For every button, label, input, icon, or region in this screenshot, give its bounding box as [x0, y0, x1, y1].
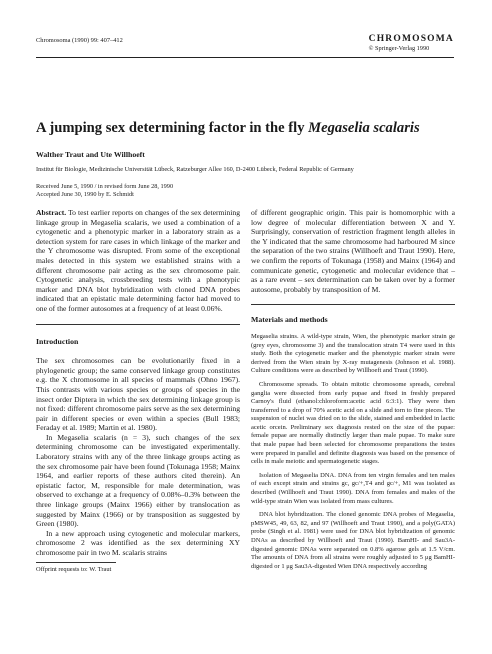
- authors: Walther Traut and Ute Willhoeft: [36, 150, 145, 159]
- accepted-date: Accepted June 30, 1990 by E. Schmidt: [36, 191, 134, 199]
- methods-spreads: Chromosome spreads. To obtain mitotic chromosome spreads, cerebral ganglia were dissected from early pupae and fixed in freshly prepared Carnoy's fluid (ethanol:chloroform:acetic acid 6:3:1). They were then transferred to a drop of 70% acetic acid on a slide and torn to fine pieces. The suspension of nuclei was dried on to the slide, stained and embedded in lactic acetic orcein. Preliminary sex diagnosis rested on the size of the pupae: female pupae are normally distinctly larger than male pupae. To make sure that male pupae had been selected for chromosome preparations the testes were prepared in parallel and definite diagnosis was based on the presence of cells in male meiotic and spermatogenetic stages.: [251, 380, 455, 466]
- intro-paragraph-1: The sex chromosomes can be evolutionarily fixed in a phylogenetic group; the same conserved linkage group constitutes e.g. the X chromosome in all species of mammals (Ohno 1967). This contrasts with various species or groups of species in the insect order Diptera in which the sex determining linkage group is not fixed: different chromosome pairs serve as the sex determining pair in different species or even within a species (Bull 1983; Feraday et al. 1989; Martin et al. 1980).: [36, 356, 240, 433]
- publisher-line: © Springer-Verlag 1990: [368, 45, 430, 52]
- abstract: [36, 208, 240, 314]
- methods-isolation: Isolation of Megaselia DNA. DNA from ten virgin females and ten males of each except strain and strains gc, gc/+,T4 and gc/+, M1 was isolated as described (Willhoeft and Traut 1990). DNA from females and males of the wild-type strain Wien was isolated from mass cultures.: [251, 471, 455, 505]
- left-column: [36, 208, 240, 574]
- section-divider: [251, 304, 455, 305]
- journal-name: CHROMOSOMA: [368, 34, 454, 44]
- methods-blot: DNA blot hybridization. The cloned genomic DNA probes of Megaselia, pMSW45, 49, 63, 82, and 97 (Willhoeft and Traut 1990), and a poly(GATA) probe (Singh et al. 1981) were used for DNA blot hybridization of genomic DNAs as described by Willhoeft and Traut (1990). BamHI- and Sau3A-digested genomic DNAs were separated on 0.8% agarose gels at 1.5 V/cm. The amounts of DNA from all strains were roughly adjusted to 5 μg BamHI-digested or 1 μg Sau3A-digested Wien DNA respectively according: [251, 511, 455, 570]
- introduction-heading: Introduction: [36, 336, 79, 346]
- affiliation: Institut für Biologie, Medizinische Universität Lübeck, Ratzeburger Allee 160, D-2400 Lübeck, Federal Republic of Germany: [36, 166, 354, 173]
- intro-paragraph-2: In Megaselia scalaris (n = 3), such changes of the sex determining chromosome can be investigated experimentally. Laboratory strains with any of the three linkage groups acting as the sex chromosome pair have been found (Tokunaga 1958; Mainx 1964, and earlier reports of these authors cited therein). An epistatic factor, M, responsible for male determination, was observed to exchange at a frequency of 0.08%–0.3% between the three linkage groups (Mainx 1966) either by translocation as suggested by Mainx (1966) or by transposition as suggested by Green (1980).: [36, 432, 240, 529]
- abstract-text: To test earlier reports on changes of the sex determining linkage group in Megaselia scalaris, we used a combination of a cytogenetic and a phenotypic marker in a laboratory strain as a detection system for rare cases in which linkage of the marker and the Y chromosome was disrupted. From some of the exceptional males detected in this system we established strains with a different chromosome pair acting as the sex chromosome pair. Cytogenetic analysis, crossbreeding tests with a phenotypic marker and DNA blot hybridization with cloned DNA probes indicated that an epistatic male determining factor had moved to one of the former autosomes at a frequency of at least 0.06%.: [36, 208, 240, 313]
- footnote: Offprint requests to: W. Traut: [36, 565, 112, 573]
- abstract-divider: [36, 324, 240, 325]
- footnote-rule: [36, 562, 116, 563]
- article-title: [36, 120, 420, 137]
- title-species: Megaselia scalaris: [308, 120, 420, 136]
- abstract-continued: of different geographic origin. This pair is homomorphic with a low degree of molecular differentiation between X and Y. Surprisingly, conservation of restriction fragment length alleles in the Y indicated that the same chromosome had harboured M since the separation of the two strains (Willhoeft and Traut 1990). Here, we confirm the reports of Tokunaga (1958) and Mainx (1964) and communicate genetic, cytogenetic and molecular evidence that – as a rare event – sex determination can be taken over by a former autosome, probably by transposition of M.: [251, 208, 455, 294]
- received-date: Received June 5, 1990 / in revised form June 28, 1990: [36, 183, 174, 190]
- methods-heading: Materials and methods: [251, 315, 328, 325]
- abstract-label: Abstract.: [36, 208, 67, 217]
- dates: [36, 183, 173, 200]
- intro-paragraph-3: In a new approach using cytogenetic and molecular markers, chromosome 2 was identified as the sex determining XY chromosome pair in two M. scalaris strains: [36, 528, 240, 557]
- methods-body: [251, 333, 455, 571]
- methods-strains: Megaselia strains. A wild-type strain, Wien, the phenotypic marker strain ge (grey eyes, chromosome 3) and the translocation strain T4 were used in this study. Both the cytogenetic marker and the phenotypic marker strain were derived from the Wien strain by X-ray mutagenesis (Johnson et al. 1988). Culture conditions were as described by Willhoeft and Traut (1990).: [251, 332, 455, 375]
- title-main: A jumping sex determining factor in the fly: [36, 120, 309, 136]
- journal-header: [369, 34, 454, 52]
- citation-line: Chromosoma (1990) 99: 407–412: [36, 37, 123, 44]
- right-column: [251, 208, 455, 571]
- header-rule: [36, 57, 454, 58]
